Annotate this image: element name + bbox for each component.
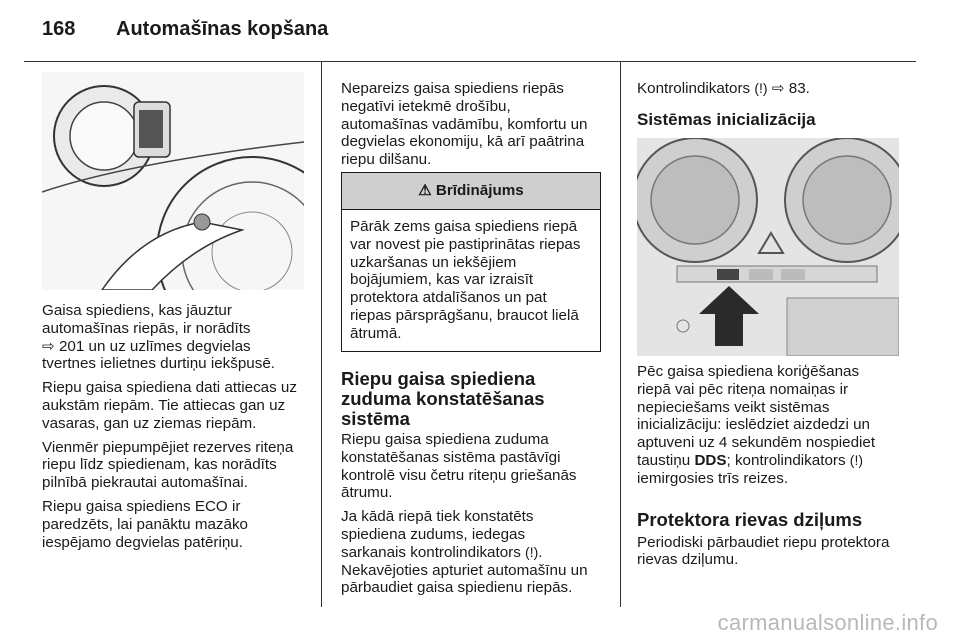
text-line: iespējamo degvielas patēriņu. [42, 533, 243, 551]
warning-title: Brīdinājums [435, 182, 524, 200]
text-line: automašīnas riepās, ir norādīts [42, 319, 251, 337]
heading-line: sistēma [341, 408, 410, 429]
paragraph-pressure-loss: Ja kādā riepā tiek konstatēts spiediena zudums, iedegas sarkanais kontrolindikators (!). Nekavējoties apturiet automašīnu un pārbaudiet gaisa spiedienu riepās. [341, 508, 588, 597]
text-line: aptuveni uz 4 sekundēm nospiediet [637, 434, 876, 452]
paragraph-initialization [637, 363, 907, 488]
text-line: tvertnes ielietnes durtiņu iekšpusē. [42, 355, 276, 373]
text-line: iemirgosies trīs reizes. [637, 469, 789, 487]
text-line: Nepareizs gaisa spiediens riepās [341, 80, 564, 97]
text-line: nepieciešams veikt sistēmas [637, 398, 830, 416]
text-line: pārbaudiet gaisa spiedienu riepās. [341, 579, 573, 597]
tyre-pressure-warning-icon: (!) [525, 543, 539, 560]
paragraph-tpms-description [341, 431, 609, 502]
text-line: Kontrolindikators [637, 80, 751, 97]
text-line: Riepu gaisa spiediena zuduma [341, 431, 549, 448]
text-line: konstatēšanas sistēma pastāvīgi [341, 448, 561, 466]
text-line: riepu līdz spiedienam, kas norādīts [42, 456, 277, 474]
text-line: uzkaršanas un iekšējiem [350, 253, 517, 271]
text-line: Periodiski pārbaudiet riepu protektora [637, 533, 890, 551]
text-line: degvielas ekonomiju, kā arī paātrina [341, 133, 585, 151]
warning-box [341, 172, 601, 352]
tyre-pressure-warning-icon: (!) [754, 80, 768, 96]
section-heading-initialization: Sistēmas inicializācija [637, 109, 816, 129]
paragraph-indicator-ref [637, 80, 907, 98]
paragraph-eco-pressure [42, 498, 308, 551]
text-line: riepā vai pēc riteņa nomaiņas ir [637, 380, 849, 398]
section-heading-tpms [341, 369, 609, 429]
text-line: inicializāciju: ieslēdziet aizdedzi un [637, 416, 870, 434]
text-line: Pēc gaisa spiediena koriģēšanas [637, 363, 860, 380]
watermark: carmanualsonline.info [717, 610, 938, 635]
warning-body [342, 210, 600, 351]
text-line: bojājumiem, kas var izraisīt [350, 271, 534, 289]
text-line: riepu dilšanu. [341, 151, 432, 169]
text-line: ātrumu. [341, 484, 393, 502]
paragraph-wrong-pressure [341, 80, 607, 169]
text-line: Ja kādā riepā tiek konstatēts [341, 508, 534, 526]
text-line: kontrolē visu četru riteņu griešanās [341, 466, 577, 484]
text-line: paredzēts, lai panāktu mazāko [42, 515, 248, 533]
text-line: Vienmēr piepumpējiet rezerves riteņa [42, 438, 294, 456]
column-divider-2 [620, 62, 621, 607]
warning-triangle-icon: ⚠ [418, 182, 432, 200]
section-heading-tread-depth: Protektora rievas dziļums [637, 508, 863, 530]
dashboard-dds-button-illustration [637, 138, 899, 356]
paragraph-tread-depth [637, 534, 907, 570]
paragraph-spare-wheel [42, 439, 308, 492]
tyre-pressure-warning-icon: (!) [849, 451, 863, 468]
text-line: ātrumā. [350, 324, 402, 342]
text-line: spiediena zudums, iedegas [341, 525, 526, 543]
text-line: aukstām riepām. Tie attiecas gan uz [42, 396, 286, 414]
text-line: rievas dziļumu. [637, 551, 739, 569]
text-line: Nekavējoties apturiet automašīnu un [341, 561, 588, 579]
column-divider-1 [321, 62, 322, 607]
column-3-bottom [637, 363, 907, 575]
page-ref-arrow-icon: ⇨ [42, 337, 55, 355]
heading-line: Riepu gaisa spiediena [341, 368, 536, 389]
column-3-top [637, 80, 907, 130]
text-line: ; kontrolindikators [726, 451, 846, 469]
fuel-door-tyre-illustration [42, 72, 304, 290]
text-line: Riepu gaisa spiediens ECO ir [42, 497, 241, 515]
column-2-intro [341, 80, 607, 175]
text-line: taustiņu [637, 451, 691, 469]
header-rule [24, 61, 916, 62]
column-1 [42, 302, 308, 557]
paragraph-pressure-location [42, 302, 308, 373]
text-line: negatīvi ietekmē drošību, [341, 97, 511, 115]
text-line: automašīnas vadāmību, komfortu un [341, 115, 588, 133]
text-line: Gaisa spiediens, kas jāuztur [42, 302, 232, 319]
text-line: protektora atdalīšanos un pat [350, 289, 547, 307]
warning-header [342, 173, 600, 210]
text-line: var novest pie pastiprinātas riepas [350, 235, 581, 253]
dds-button-label: DDS [694, 451, 727, 469]
text-line: riepas pārsprāgšanu, braucot lielā [350, 306, 579, 324]
page-ref-arrow-icon: ⇨ [771, 80, 785, 97]
text-line: Pārāk zems gaisa spiediens riepā [350, 218, 578, 235]
text-line: 201 un uz uzlīmes degvielas [58, 337, 251, 355]
text-line: Riepu gaisa spiediena dati attiecas uz [42, 379, 297, 397]
text-line: pilnībā piekrautai automašīnai. [42, 474, 249, 492]
paragraph-cold-tyres [42, 379, 308, 432]
text-line: vasaras, gan uz ziemas riepām. [42, 414, 257, 432]
column-2-section [341, 369, 609, 603]
heading-line: zuduma konstatēšanas [341, 388, 545, 409]
page-ref: 83. [788, 80, 810, 97]
page-title: Automašīnas kopšana [116, 18, 329, 40]
text-line: sarkanais kontrolindikators [341, 543, 521, 561]
page-number: 168 [42, 18, 76, 40]
